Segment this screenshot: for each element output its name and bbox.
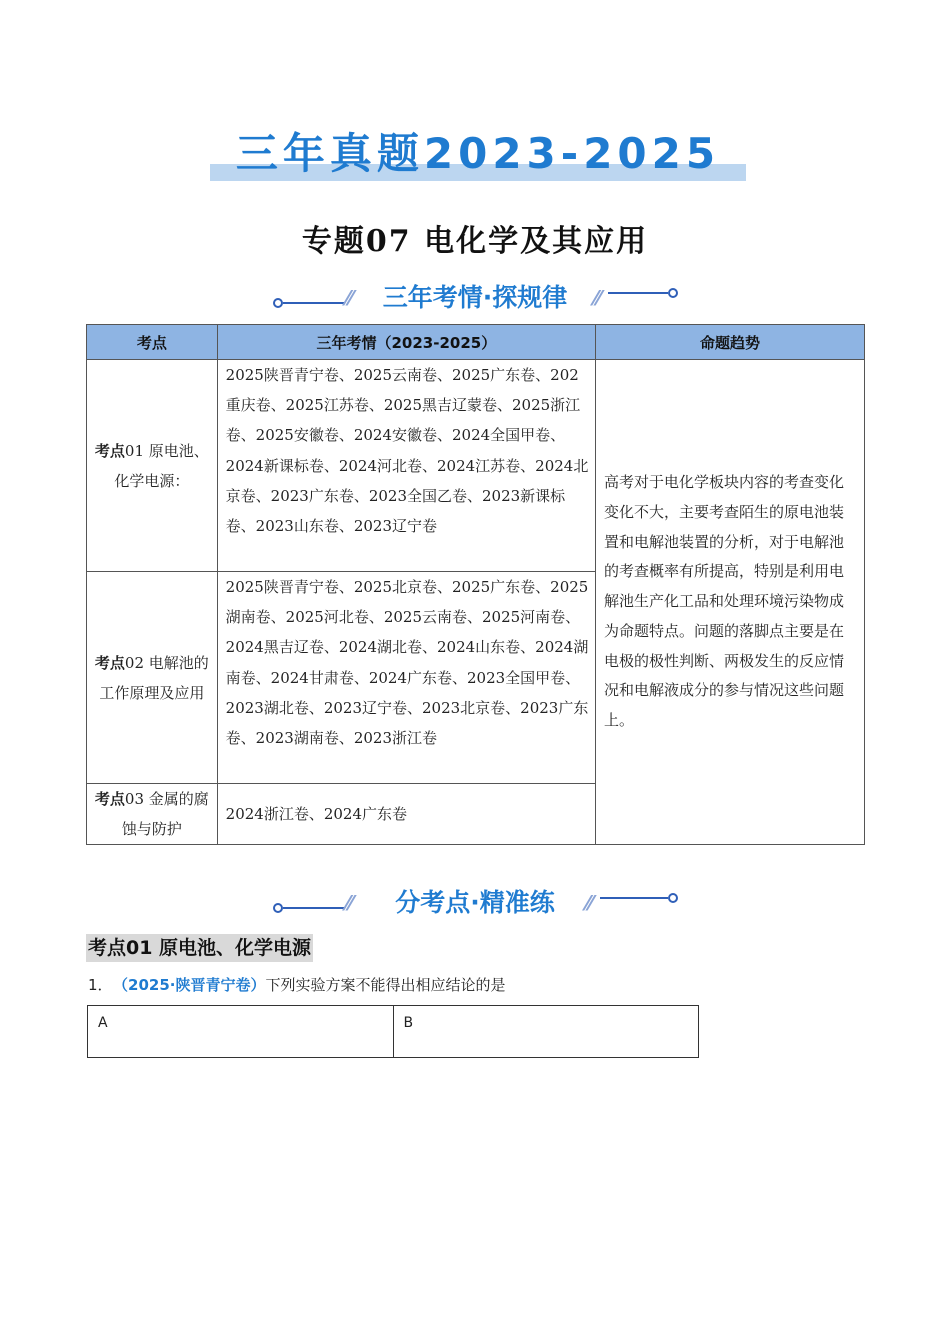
point-cell: [87, 572, 218, 784]
deco-slash-icon: ⁄⁄: [346, 891, 353, 915]
point-cell: [87, 784, 218, 845]
deco-slash-icon: ⁄⁄: [594, 286, 601, 310]
deco-dot-icon: [668, 288, 678, 298]
trend-cell: 高考对于电化学板块内容的考查变化变化不大，主要考查陌生的原电池装置和电解池装置的分析，对于电解池的考查概率有所提高，特别是利用电解池生产化工品和处理环境污染物成为命题特点。问题的落脚点主要是在电极的极性判断、两极发生的反应情况和电解液成分的参与情况这些问题上。: [596, 360, 865, 845]
papers-cell: 2025陕晋青宁卷、2025北京卷、2025广东卷、2025湖南卷、2025河北卷、2025云南卷、2025河南卷、2024黑吉辽卷、2024湖北卷、2024山东卷、2024湖南卷、2024甘肃卷、2024广东卷、2023全国甲卷、2023湖北卷、2023辽宁卷、2023北京卷、2023广东卷、2023湖南卷、2023浙江卷: [217, 572, 595, 784]
point-label: 考点: [94, 653, 125, 672]
point-label: 考点: [94, 790, 125, 808]
point-text: 01 原电池、化学电源：: [114, 441, 209, 490]
table-row: [87, 360, 865, 572]
header-trend: 命题趋势: [596, 325, 865, 360]
question-1: [88, 973, 506, 997]
kp-heading: 考点01 原电池、化学电源: [86, 934, 313, 962]
topic-title: 专题07 电化学及其应用: [301, 224, 649, 259]
deco-dot-icon: [668, 893, 678, 903]
header-point: 考点: [87, 325, 218, 360]
point-label: 考点: [94, 441, 125, 460]
options-row: [88, 1006, 699, 1058]
table-header-row: [87, 325, 865, 360]
question-number: 1．: [88, 976, 113, 994]
banner-title: 三年真题2023-2025: [235, 129, 721, 178]
options-table: [87, 1005, 699, 1058]
papers-cell: 2024浙江卷、2024广东卷: [217, 784, 595, 845]
deco-slash-icon: ⁄⁄: [346, 286, 353, 310]
question-source: （2025·陕晋青宁卷）: [120, 976, 266, 994]
banner: [210, 128, 746, 184]
option-b: B: [393, 1006, 699, 1058]
exam-trend-table: [86, 324, 865, 845]
header-papers: 三年考情（2023-2025）: [217, 325, 595, 360]
papers-cell: 2025陕晋青宁卷、2025云南卷、2025广东卷、202重庆卷、2025江苏卷、2025黑吉辽蒙卷、2025浙江卷、2025安徽卷、2024安徽卷、2024全国甲卷、2024新课标卷、2024河北卷、2024江苏卷、2024北京卷、2023广东卷、2023全国乙卷、2023新课标卷、2023山东卷、2023辽宁卷: [217, 360, 595, 572]
deco-line: [600, 897, 668, 899]
section-title: 三年考情·探规律: [382, 283, 568, 312]
section-title: 分考点·精准练: [395, 888, 555, 917]
question-text: 下列实验方案不能得出相应结论的是: [265, 976, 506, 994]
option-a: A: [88, 1006, 394, 1058]
section-header-trends: [0, 278, 950, 318]
deco-slash-icon: ⁄⁄: [586, 891, 593, 915]
point-cell: [87, 360, 218, 572]
point-text: 03 金属的腐蚀与防护: [121, 790, 209, 838]
section-header-practice: [0, 883, 950, 923]
deco-line: [608, 292, 668, 294]
point-text: 02 电解池的工作原理及应用: [99, 653, 209, 702]
